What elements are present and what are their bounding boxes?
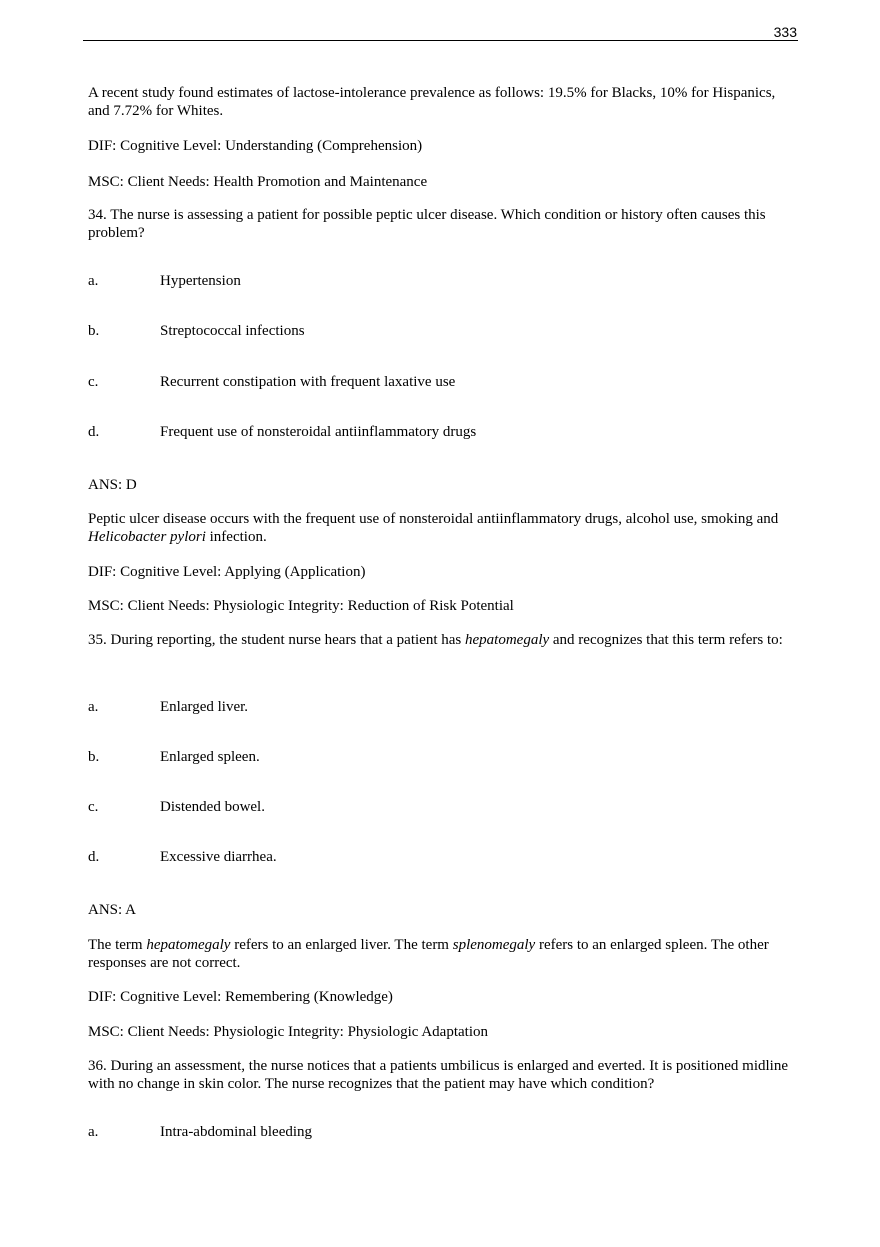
q35-rationale	[88, 936, 800, 972]
intro-dif: DIF: Cognitive Level: Understanding (Comprehension)	[88, 138, 423, 154]
option-text: Enlarged spleen.	[160, 749, 260, 765]
header-rule	[83, 40, 798, 41]
q35-dif: DIF: Cognitive Level: Remembering (Knowledge)	[88, 989, 393, 1005]
option-letter: b.	[88, 749, 100, 765]
q35-answer: ANS: A	[88, 902, 136, 918]
q34-dif: DIF: Cognitive Level: Applying (Application)	[88, 564, 366, 580]
q35-stem	[88, 631, 800, 649]
q34-stem: 34. The nurse is assessing a patient for possible peptic ulcer disease. Which condition or history often causes this problem?	[88, 207, 766, 241]
option-text: Enlarged liver.	[160, 699, 249, 715]
option-text: Distended bowel.	[160, 799, 265, 815]
intro-rationale: A recent study found estimates of lactose-intolerance prevalence as follows: 19.5% for Blacks, 10% for Hispanics, and 7.72% for Whites.	[88, 85, 776, 119]
option-text: Streptococcal infections	[160, 323, 305, 339]
q34-answer: ANS: D	[88, 477, 137, 493]
option-letter: a.	[88, 699, 99, 715]
q34-rationale	[88, 510, 800, 546]
option-text: Frequent use of nonsteroidal antiinflammatory drugs	[160, 424, 477, 440]
rationale-text: refers to an enlarged liver. The term	[230, 937, 453, 953]
rationale-italic-term: Helicobacter pylori	[88, 529, 206, 545]
page-number: 333	[773, 24, 797, 40]
option-letter: a.	[88, 1124, 99, 1140]
stem-italic-term: hepatomegaly	[465, 632, 550, 648]
option-text: Hypertension	[160, 273, 241, 289]
option-letter: b.	[88, 323, 100, 339]
option-letter: c.	[88, 799, 99, 815]
rationale-italic-term: splenomegaly	[452, 937, 536, 953]
q36-stem: 36. During an assessment, the nurse notices that a patients umbilicus is enlarged and everted. It is positioned midline with no change in skin color. The nurse recognizes that the patient may have which condition?	[88, 1058, 788, 1092]
option-letter: a.	[88, 273, 99, 289]
q35-msc: MSC: Client Needs: Physiologic Integrity: Physiologic Adaptation	[88, 1024, 488, 1040]
intro-msc: MSC: Client Needs: Health Promotion and Maintenance	[88, 174, 428, 190]
option-text: Excessive diarrhea.	[160, 849, 277, 865]
option-letter: d.	[88, 849, 100, 865]
option-letter: c.	[88, 374, 99, 390]
option-text: Intra-abdominal bleeding	[160, 1124, 313, 1140]
option-letter: d.	[88, 424, 100, 440]
rationale-italic-term: hepatomegaly	[146, 937, 231, 953]
rationale-text: The term	[88, 937, 147, 953]
rationale-text: Peptic ulcer disease occurs with the frequent use of nonsteroidal antiinflammatory drugs, alcohol use, smoking and	[88, 511, 779, 527]
q34-msc: MSC: Client Needs: Physiologic Integrity: Reduction of Risk Potential	[88, 598, 514, 614]
stem-text: and recognizes that this term refers to:	[549, 632, 783, 648]
stem-text: 35. During reporting, the student nurse hears that a patient has	[88, 632, 465, 648]
rationale-text: refers to an enlarged spleen. The other responses are not correct.	[88, 937, 769, 971]
option-text: Recurrent constipation with frequent laxative use	[160, 374, 456, 390]
rationale-text: infection.	[205, 529, 267, 545]
